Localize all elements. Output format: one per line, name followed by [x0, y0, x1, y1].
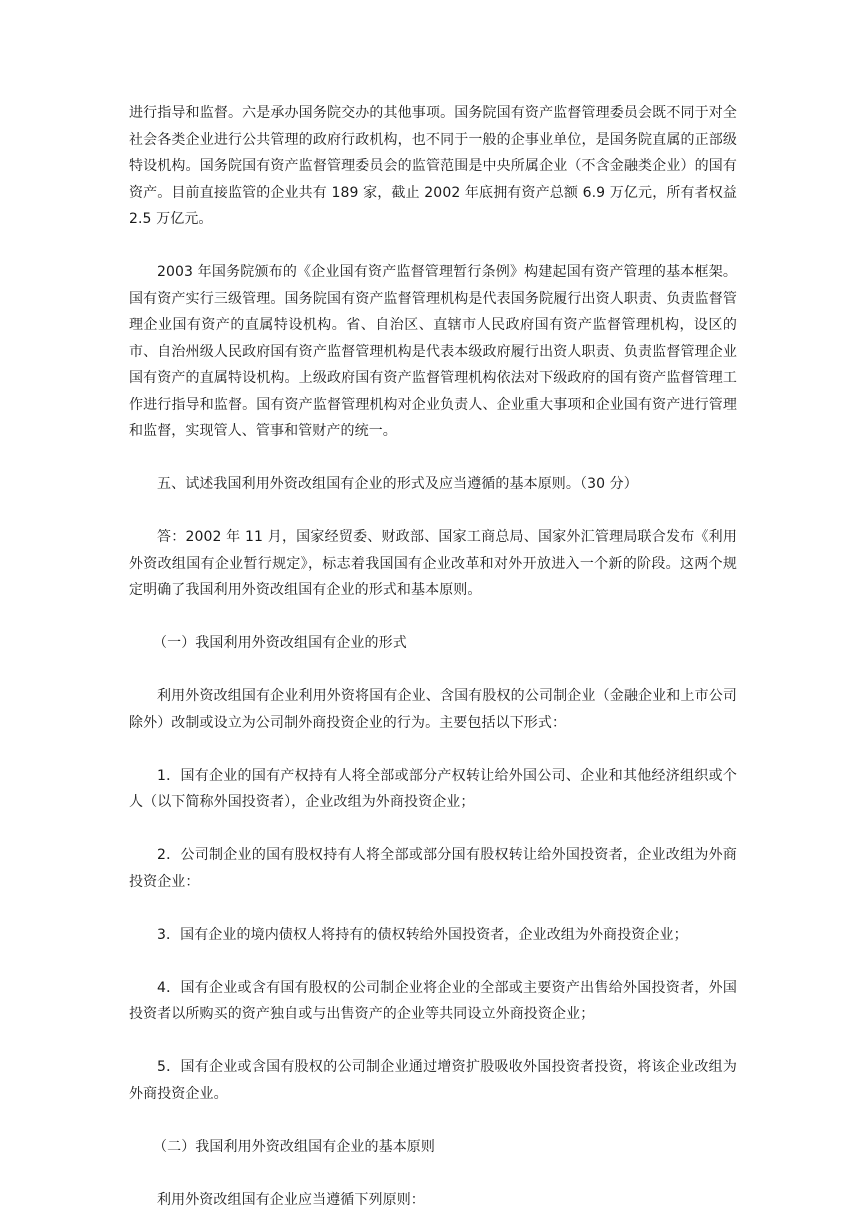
list-item-form-1: 1．国有企业的国有产权持有人将全部或部分产权转让给外国公司、企业和其他经济组织或个人（以下简称外国投资者），企业改组为外商投资企业； [129, 767, 737, 810]
list-item-form-2: 2．公司制企业的国有股权持有人将全部或部分国有股权转让给外国投资者，企业改组为外商投资企业： [129, 847, 737, 890]
paragraph-spacer [129, 604, 737, 631]
document-body [129, 100, 737, 1213]
paragraph-spacer [129, 895, 737, 922]
paragraph-regulations-framework: 2003 年国务院颁布的《企业国有资产监督管理暂行条例》构建起国有资产管理的基本框架。国有资产实行三级管理。国务院国有资产监督管理机构是代表国务院履行出资人职责、负责监督管理企业国有资产的直属特设机构。省、自治区、直辖市人民政府国有资产监督管理机构，设区的市、自治州级人民政府国有资产监督管理机构是代表本级政府履行出资人职责、负责监督管理企业国有资产的直属特设机构。上级政府国有资产监督管理机构依法对下级政府的国有资产监督管理工作进行指导和监督。国有资产监督管理机构对企业负责人、企业重大事项和企业国有资产进行管理和监督，实现管人、管事和管财产的统一。 [129, 264, 737, 439]
paragraph-spacer [129, 657, 737, 684]
list-item-form-3: 3．国有企业的境内债权人将持有的债权转给外国投资者，企业改组为外商投资企业； [157, 926, 688, 943]
paragraph-spacer [129, 948, 737, 975]
paragraph-spacer [129, 1160, 737, 1187]
section-heading-principles: （二）我国利用外资改组国有企业的基本原则 [153, 1138, 435, 1155]
paragraph-spacer [129, 1028, 737, 1055]
paragraph-spacer [129, 816, 737, 843]
section-heading-forms: （一）我国利用外资改组国有企业的形式 [153, 635, 407, 651]
list-item-form-5: 5．国有企业或含国有股权的公司制企业通过增资扩股吸收外国投资者投资，将该企业改组为外商投资企业。 [129, 1059, 737, 1102]
list-item-form-4: 4．国有企业或含有国有股权的公司制企业将企业的全部或主要资产出售给外国投资者，外国投资者以所购买的资产独自或与出售资产的企业等共同设立外商投资企业； [129, 979, 737, 1022]
paragraph-principles-intro: 利用外资改组国有企业应当遵循下列原则： [157, 1191, 425, 1208]
paragraph-spacer [129, 498, 737, 525]
answer-intro: 答：2002 年 11 月，国家经贸委、财政部、国家工商总局、国家外汇管理局联合发布《利用外资改组国有企业暂行规定》，标志着我国国有企业改革和对外开放进入一个新的阶段。这两个规定明确了我国利用外资改组国有企业的形式和基本原则。 [129, 529, 737, 598]
paragraph-spacer [129, 1107, 737, 1134]
paragraph-spacer [129, 736, 737, 763]
paragraph-spacer [129, 233, 737, 260]
paragraph-forms-overview: 利用外资改组国有企业利用外资将国有企业、含国有股权的公司制企业（金融企业和上市公司除外）改制或设立为公司制外商投资企业的行为。主要包括以下形式： [129, 688, 737, 731]
question-heading: 五、试述我国利用外资改组国有企业的形式及应当遵循的基本原则。（30 分） [157, 476, 638, 492]
paragraph-regulator-scope: 进行指导和监督。六是承办国务院交办的其他事项。国务院国有资产监督管理委员会既不同于对全社会各类企业进行公共管理的政府行政机构，也不同于一般的企事业单位，是国务院直属的正部级特设机构。国务院国有资产监督管理委员会的监管范围是中央所属企业（不含金融类企业）的国有资产。目前直接监管的企业共有 189 家，截止 2002 年底拥有资产总额 6.9 万亿元，所有者权益 2.5 万亿元。 [129, 105, 737, 227]
paragraph-spacer [129, 445, 737, 472]
